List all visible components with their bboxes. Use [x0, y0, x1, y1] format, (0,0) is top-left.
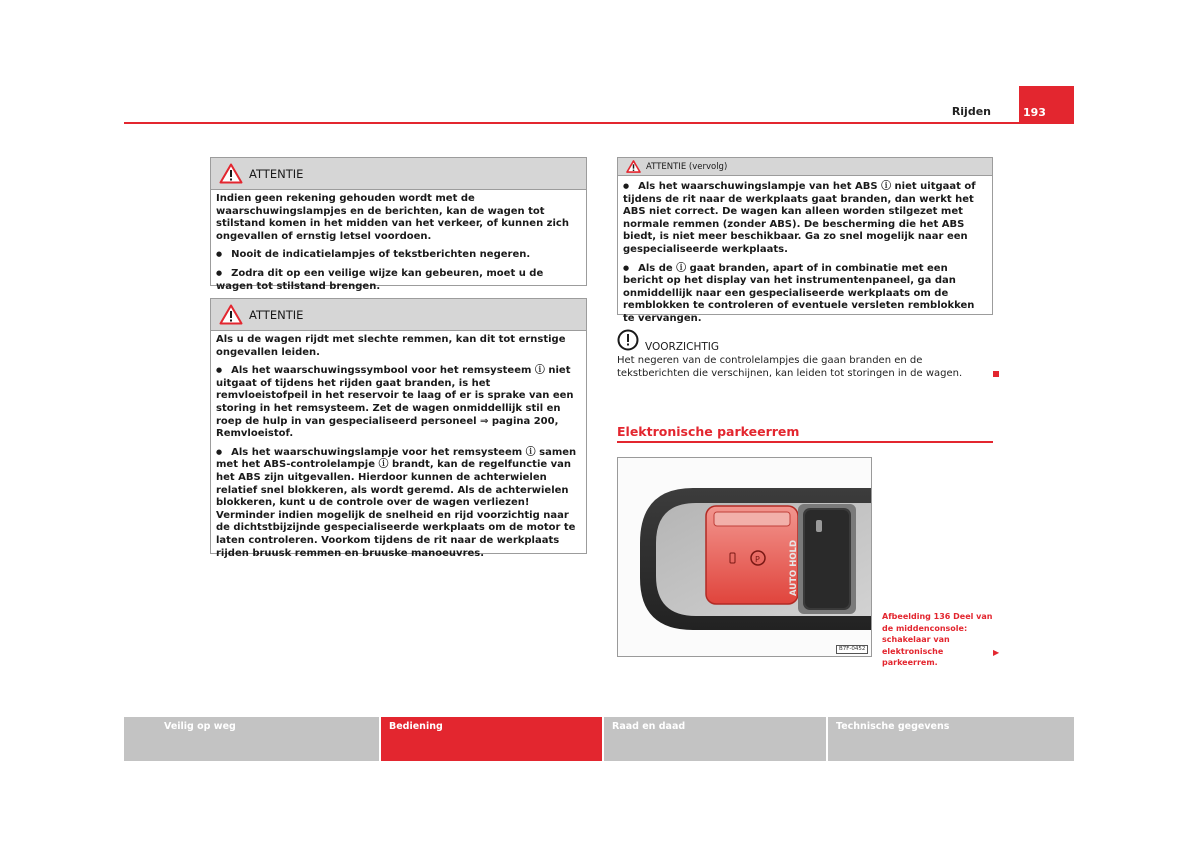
svg-text:P: P [755, 555, 760, 564]
warning-header [618, 158, 992, 176]
page-number: 193 [1019, 86, 1074, 124]
caution-text: Het negeren van de controlelampjes die gaan branden en de tekstberichten die verschijnen, kan leiden tot storingen in de wagen. [617, 355, 963, 379]
warning-title: ATTENTIE (vervolg) [646, 161, 728, 172]
footer-tab-technische-gegevens[interactable] [828, 717, 1074, 761]
section-end-marker [993, 371, 999, 377]
section-title: Rijden [951, 105, 991, 118]
footer-tab-raad-en-daad[interactable] [604, 717, 826, 761]
warning-triangle-icon [219, 304, 243, 325]
caution-exclamation-icon [617, 329, 639, 351]
figure-parking-brake [617, 457, 872, 657]
warning-title: ATTENTIE [249, 307, 304, 322]
warning-body [211, 190, 586, 297]
warning-bullet: ● Als de ⓘ gaat branden, apart of in combinatie met een bericht op het display van het instrumentenpaneel, ga dan onmiddellijk naar een gespecialiseerde werkplaats om de remblokken te controleren of eventuele versleten remblokken te vervangen. [623, 262, 986, 326]
warning-header [211, 299, 586, 331]
parking-brake-illustration [618, 458, 871, 656]
warning-box-2 [210, 298, 587, 559]
warning-paragraph: Als u de wagen rijdt met slechte remmen, kan dit tot ernstige ongevallen leiden. [216, 334, 566, 358]
caution-title: VOORZICHTIG [645, 341, 719, 353]
warning-paragraph: Indien geen rekening gehouden wordt met de waarschuwingslampjes en de berichten, kan de wagen tot stilstand komen in het midden van het verkeer, of kunnen zich ongevallen of ernstig letsel voordoen. [216, 193, 569, 242]
header-rule [124, 122, 1074, 124]
warning-body [211, 331, 586, 564]
warning-triangle-icon [219, 163, 243, 184]
continue-arrow-icon: ▶ [993, 648, 1000, 657]
warning-title: ATTENTIE [249, 166, 304, 181]
footer-tab-bediening[interactable] [381, 717, 602, 761]
subsection-rule [617, 441, 993, 443]
footer-tab-label: Raad en daad [612, 721, 686, 732]
warning-triangle-icon [626, 160, 641, 173]
warning-body [618, 176, 992, 330]
footer-tab-label: Bediening [389, 721, 443, 732]
footer-tab-label: Technische gegevens [836, 721, 950, 732]
warning-box-1 [210, 157, 587, 292]
footer-tab-veilig-op-weg[interactable] [124, 717, 379, 761]
auto-hold-label: AUTO HOLD [789, 539, 799, 596]
warning-bullet: ● Als het waarschuwingssymbool voor het remsysteem ⓘ niet uitgaat of tijdens het rijden gaat branden, is het remvloeistofpeil in het reservoir te laag of er is sprake van een storing in het remsysteem. Zet de wagen onmiddellijk stil en roep de hulp in van gespecialiseerd personeel ⇒ pagina 200, Remvloeistof. [216, 364, 580, 441]
warning-bullet: ● Als het waarschuwingslampje voor het remsysteem ⓘ samen met het ABS-controlelampje ⓘ brandt, kan de regelfunctie van het ABS zijn uitgevallen. Hierdoor kunnen de achterwielen relatief snel blokkeren, als wordt geremd. Als de achterwielen blokkeren, kunt u de controle over de wagen verliezen! Verminder indien mogelijk de snelheid en rijd voorzichtig naar de dichtstbijzijnde gespecialiseerde werkplaats om de motor te laten controleren. Voorkom tijdens de rit naar de werkplaats rijden bruusk remmen en bruuske manoeuvres. [216, 446, 580, 560]
warning-bullet: ● Zodra dit op een veilige wijze kan gebeuren, moet u de wagen tot stilstand brengen. [216, 267, 580, 293]
caution-header [617, 327, 719, 353]
subsection-title: Elektronische parkeerrem [617, 424, 800, 439]
warning-bullet: ● Als het waarschuwingslampje van het ABS ⓘ niet uitgaat of tijdens de rit naar de werkplaats gaat branden, dan werkt het ABS niet correct. De wagen kan alleen worden stilgezet met normale remmen (zonder ABS). De bescherming die het ABS biedt, is niet meer beschikbaar. Ga zo snel mogelijk naar een gespecialiseerde werkplaats. [623, 180, 986, 257]
footer-tab-label: Veilig op weg [164, 721, 236, 732]
figure-caption: Afbeelding 136 Deel van de middenconsole: schakelaar van elektronische parkeerrem. [882, 612, 993, 667]
warning-box-continued [617, 157, 993, 324]
warning-header [211, 158, 586, 190]
figure-code: B7F-0452 [836, 645, 868, 654]
warning-bullet: ● Nooit de indicatielampjes of tekstberichten negeren. [216, 248, 580, 262]
